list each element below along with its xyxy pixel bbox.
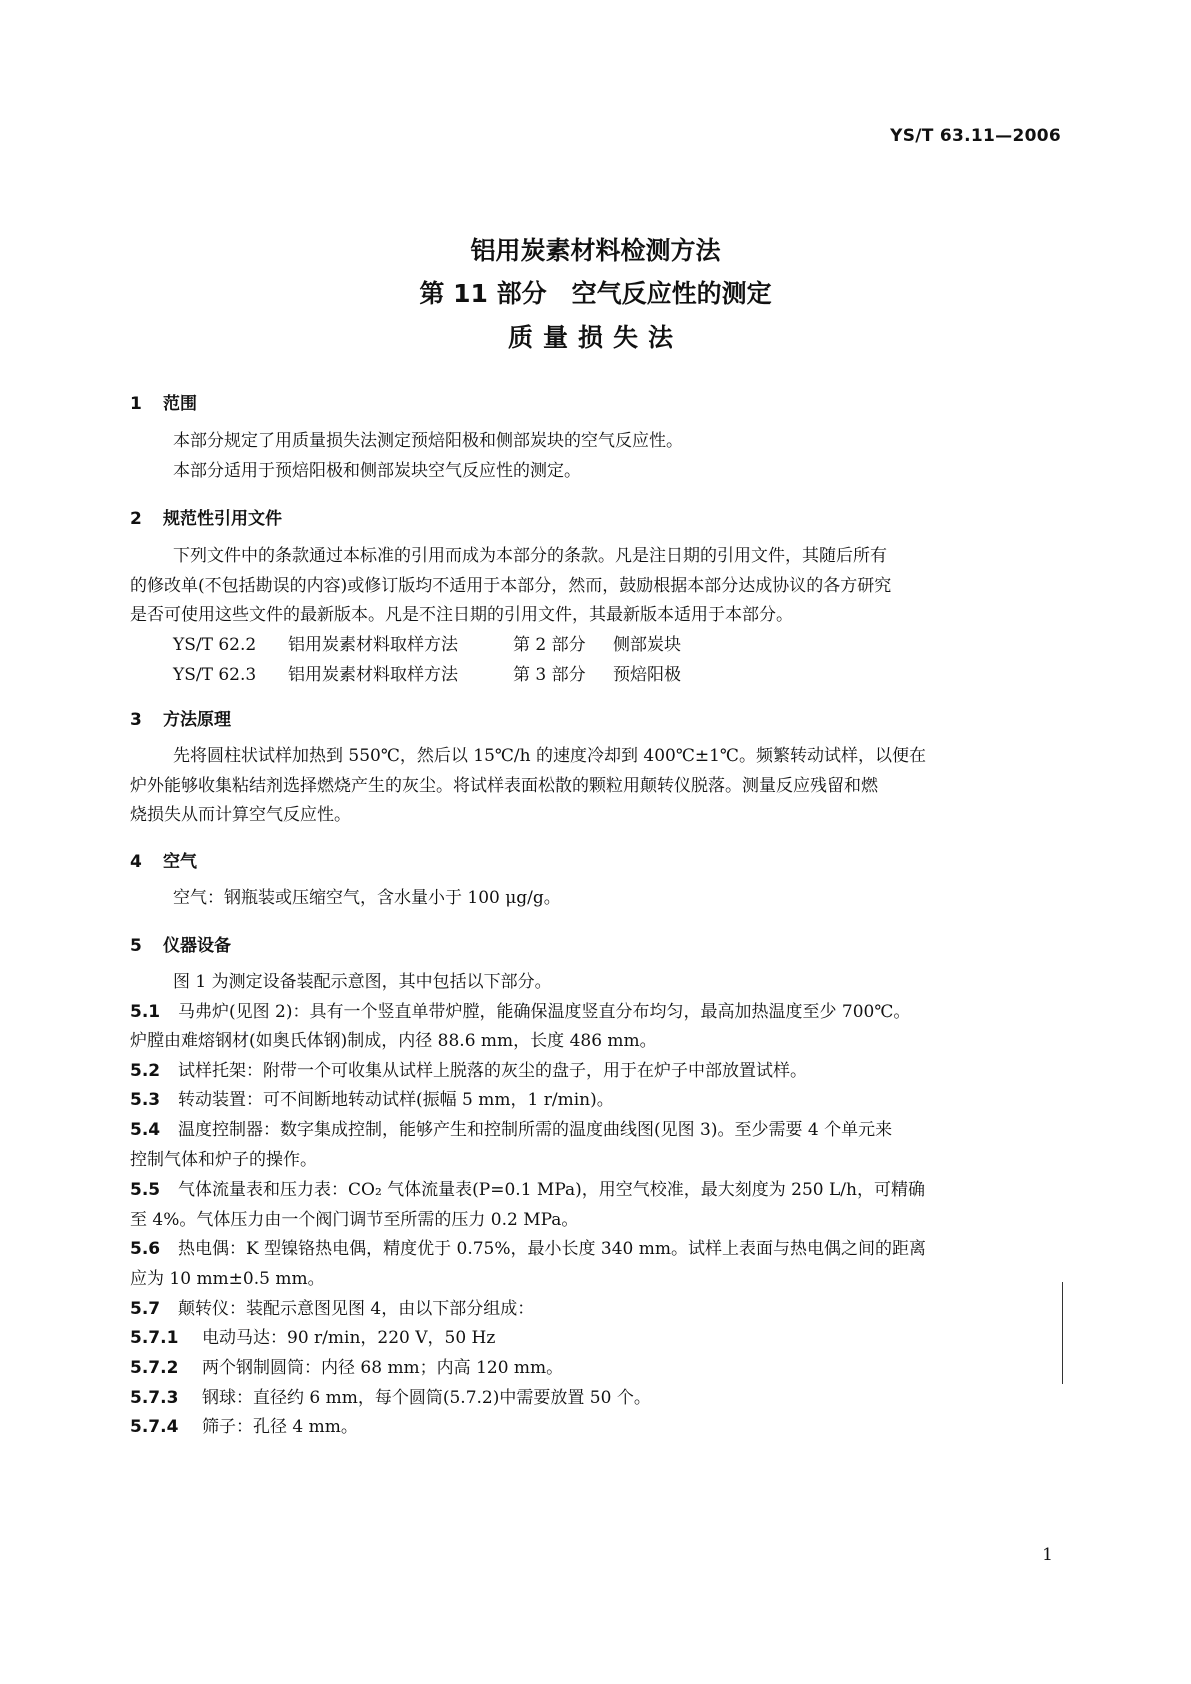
clause-5-3: 5.3 转动装置：可不间断地转动试样(振幅 5 mm，1 r/min)。 <box>130 1090 614 1110</box>
title-line-2: 第 11 部分 空气反应性的测定 <box>419 279 772 308</box>
section-5-heading: 5 仪器设备 <box>130 936 231 956</box>
clause-5-7-2: 5.7.2 两个钢制圆筒：内径 68 mm；内高 120 mm。 <box>130 1358 564 1378</box>
section-3-paragraph-line-3: 烧损失从而计算空气反应性。 <box>130 805 351 825</box>
section-4-heading: 4 空气 <box>130 852 197 872</box>
reference-item: YS/T 62.2 铝用炭素材料取样方法 第 2 部分 侧部炭块 <box>173 635 681 655</box>
section-3-paragraph-line-1: 先将圆柱状试样加热到 550℃，然后以 15℃/h 的速度冷却到 400℃±1℃。频繁转动试样，以便在 <box>173 746 926 766</box>
clause-5-6-line-1: 5.6 热电偶：K 型镍铬热电偶，精度优于 0.75%，最小长度 340 mm。试样上表面与热电偶之间的距离 <box>130 1239 927 1259</box>
clause-5-4-line-2: 控制气体和炉子的操作。 <box>130 1150 317 1170</box>
clause-5-6-line-2: 应为 10 mm±0.5 mm。 <box>130 1269 325 1289</box>
standard-number: YS/T 63.11—2006 <box>890 126 1061 146</box>
revision-margin-bar <box>1062 1282 1063 1384</box>
section-2-paragraph-line-1: 下列文件中的条款通过本标准的引用而成为本部分的条款。凡是注日期的引用文件，其随后所有 <box>173 546 887 566</box>
section-2-paragraph-line-2: 的修改单(不包括勘误的内容)或修订版均不适用于本部分，然而，鼓励根据本部分达成协议的各方研究 <box>130 576 892 596</box>
clause-5-2: 5.2 试样托架：附带一个可收集从试样上脱落的灰尘的盘子，用于在炉子中部放置试样。 <box>130 1061 807 1081</box>
section-4-paragraph: 空气：钢瓶装或压缩空气，含水量小于 100 μg/g。 <box>173 888 561 908</box>
clause-5-7-1: 5.7.1 电动马达：90 r/min，220 V，50 Hz <box>130 1328 496 1348</box>
title-line-3: 质量损失法 <box>507 323 683 352</box>
clause-5-5-line-2: 至 4%。气体压力由一个阀门调节至所需的压力 0.2 MPa。 <box>130 1210 579 1230</box>
clause-5-5-line-1: 5.5 气体流量表和压力表：CO₂ 气体流量表(P=0.1 MPa)，用空气校准，最大刻度为 250 L/h，可精确 <box>130 1180 925 1200</box>
reference-item: YS/T 62.3 铝用炭素材料取样方法 第 3 部分 预焙阳极 <box>173 665 681 685</box>
section-3-paragraph-line-2: 炉外能够收集粘结剂选择燃烧产生的灰尘。将试样表面松散的颗粒用颠转仪脱落。测量反应残留和燃 <box>130 776 878 796</box>
page-number: 1 <box>1042 1545 1053 1565</box>
section-1-heading: 1 范围 <box>130 394 197 414</box>
clause-5-7-3: 5.7.3 钢球：直径约 6 mm，每个圆筒(5.7.2)中需要放置 50 个。 <box>130 1388 651 1408</box>
section-2-heading: 2 规范性引用文件 <box>130 509 282 529</box>
section-2-paragraph-line-3: 是否可使用这些文件的最新版本。凡是不注日期的引用文件，其最新版本适用于本部分。 <box>130 605 793 625</box>
title-line-1: 铝用炭素材料检测方法 <box>470 236 721 265</box>
section-1-paragraph-2: 本部分适用于预焙阳极和侧部炭块空气反应性的测定。 <box>173 461 581 481</box>
section-1-paragraph-1: 本部分规定了用质量损失法测定预焙阳极和侧部炭块的空气反应性。 <box>173 431 683 451</box>
clause-5-7-4: 5.7.4 筛子：孔径 4 mm。 <box>130 1417 358 1437</box>
section-3-heading: 3 方法原理 <box>130 710 231 730</box>
clause-5-7: 5.7 颠转仪：装配示意图见图 4，由以下部分组成： <box>130 1299 535 1319</box>
clause-5-4-line-1: 5.4 温度控制器：数字集成控制，能够产生和控制所需的温度曲线图(见图 3)。至少需要 4 个单元来 <box>130 1120 893 1140</box>
section-5-intro: 图 1 为测定设备装配示意图，其中包括以下部分。 <box>173 972 552 992</box>
clause-5-1-line-1: 5.1 马弗炉(见图 2)：具有一个竖直单带炉膛，能确保温度竖直分布均匀，最高加热温度至少 700℃。 <box>130 1002 911 1022</box>
clause-5-1-line-2: 炉膛由难熔钢材(如奥氏体钢)制成，内径 88.6 mm，长度 486 mm。 <box>130 1031 657 1051</box>
